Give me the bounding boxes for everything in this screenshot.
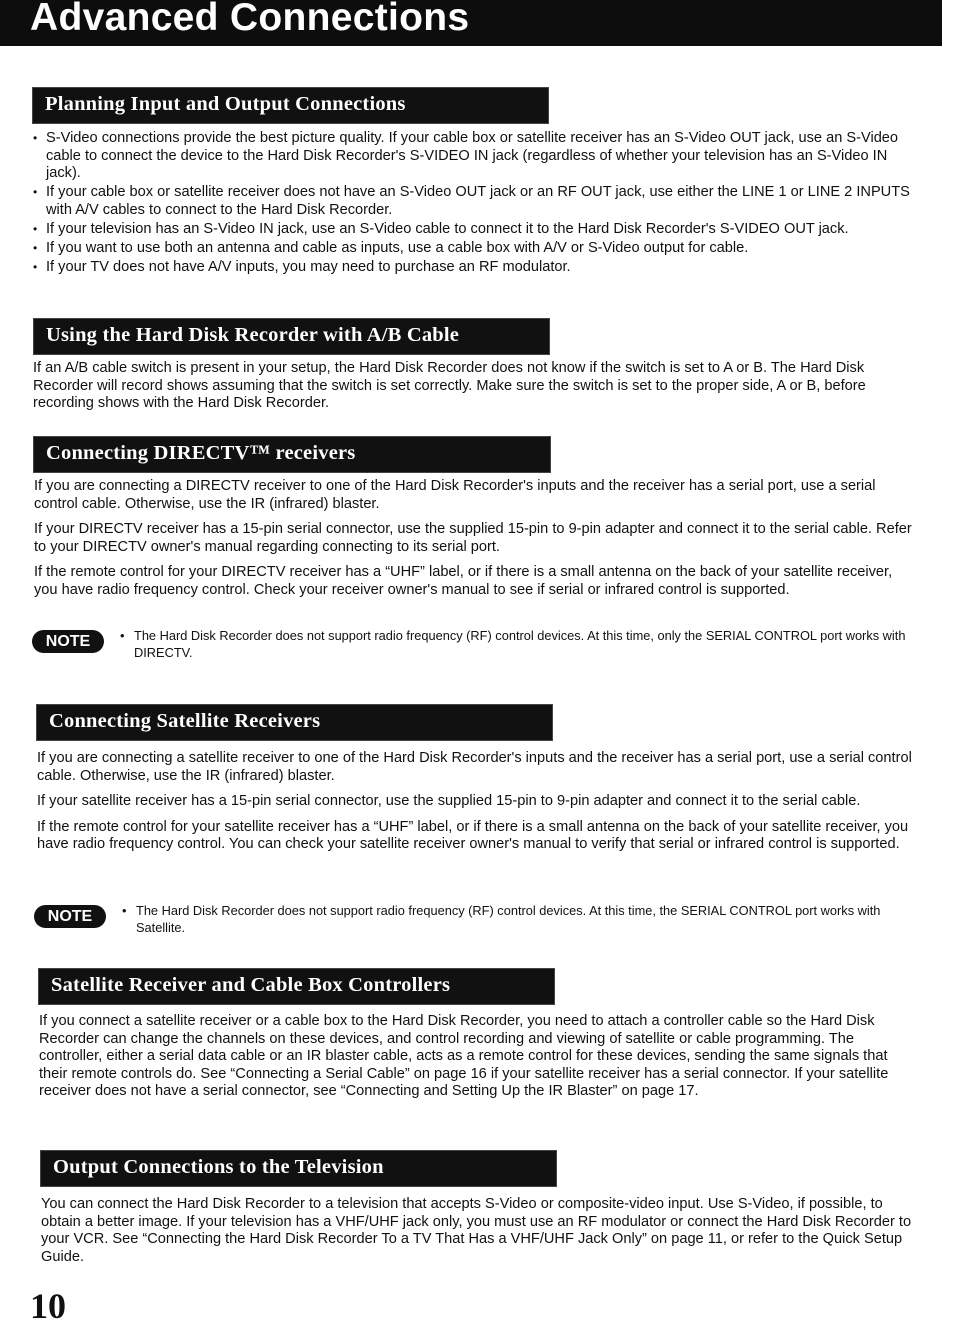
paragraph: If you are connecting a satellite receiver to one of the Hard Disk Recorder's inputs and the receiver has a serial port, use a serial control cable. Otherwise, use the IR (infrared) blaster. bbox=[37, 750, 912, 784]
section-heading-text: Output Connections to the Television bbox=[53, 1156, 384, 1178]
list-item: • S-Video connections provide the best picture quality. If your cable box or satellite receiver has an S-Video OUT jack, use an S-Video cable to connect the device to the Hard Disk Recorder's S-VIDEO IN jack (regardless of whether your television has an S-Video IN jack). bbox=[33, 130, 911, 183]
section-heading-controllers bbox=[38, 968, 555, 1005]
section-heading-text: Planning Input and Output Connections bbox=[45, 93, 406, 115]
section-heading-text: Connecting DIRECTV™ receivers bbox=[46, 442, 356, 464]
note-badge: NOTE bbox=[34, 905, 106, 928]
paragraph: If your DIRECTV receiver has a 15-pin serial connector, use the supplied 15-pin to 9-pin adapter and connect it to the serial cable. Refer to your DIRECTV owner's manual regarding connecting to its serial port. bbox=[34, 521, 912, 555]
list-item: • If your television has an S-Video IN jack, use an S-Video cable to connect it to the Hard Disk Recorder's S-VIDEO OUT jack. bbox=[33, 221, 911, 239]
section-heading-text: Connecting Satellite Receivers bbox=[49, 710, 321, 732]
planning-bullets bbox=[33, 130, 911, 278]
satellite-note bbox=[34, 902, 914, 942]
page-number: 10 bbox=[30, 1286, 66, 1326]
section-heading-output bbox=[40, 1150, 557, 1187]
controllers-body bbox=[39, 1013, 917, 1109]
satellite-body bbox=[37, 750, 915, 862]
paragraph: If you connect a satellite receiver or a cable box to the Hard Disk Recorder, you need to attach a controller cable so the Hard Disk Recorder can change the channels on these devices, and control recording and viewing of satellite or cable programming. The controller, either a serial data cable or an IR blaster cable, acts as a remote control for these devices, sending the same signals that their remote controls do. See “Connecting a Serial Cable” on page 16 if your satellite receiver has a serial connector. If your satellite receiver does not have a serial connector, see “Connecting and Setting Up the IR Blaster” on page 17. bbox=[39, 1013, 889, 1100]
ab-cable-body bbox=[33, 360, 903, 421]
paragraph: You can connect the Hard Disk Recorder to a television that accepts S-Video or composite-video input. Use S-Video, if possible, to obtain a better image. If your television has a VHF/UHF jack only, you must use an RF modulator or connect the Hard Disk Recorder to your VCR. See “Connecting the Hard Disk Recorder To a TV That Has a VHF/UHF Jack Only” on page 11, or refer to the Quick Setup Guide. bbox=[41, 1196, 912, 1265]
paragraph: If the remote control for your DIRECTV receiver has a “UHF” label, or if there is a small antenna on the back of your satellite receiver, you have radio frequency control. Check your receiver owner's manual to see if serial or infrared control is supported. bbox=[34, 564, 893, 598]
page-title: Advanced Connections bbox=[30, 0, 470, 39]
list-item: • If your TV does not have A/V inputs, you may need to purchase an RF modulator. bbox=[33, 259, 911, 277]
list-item: • If you want to use both an antenna and cable as inputs, use a cable box with A/V or S-Video output for cable. bbox=[33, 240, 911, 258]
note-text: • The Hard Disk Recorder does not support radio frequency (RF) control devices. At this time, only the SERIAL CONTROL port works with DIRECTV. bbox=[120, 627, 914, 661]
title-bar bbox=[0, 0, 942, 46]
section-heading-planning bbox=[32, 87, 549, 124]
section-heading-directv bbox=[33, 436, 551, 473]
note-text: • The Hard Disk Recorder does not support radio frequency (RF) control devices. At this time, the SERIAL CONTROL port works with Satellite. bbox=[122, 902, 916, 936]
section-heading-ab-cable bbox=[33, 318, 550, 355]
directv-body bbox=[34, 478, 912, 608]
section-heading-satellite bbox=[36, 704, 553, 741]
list-item: • If your cable box or satellite receiver does not have an S-Video OUT jack or an RF OUT jack, use either the LINE 1 or LINE 2 INPUTS with A/V cables to connect to the Hard Disk Recorder. bbox=[33, 184, 911, 219]
paragraph: If your satellite receiver has a 15-pin serial connector, use the supplied 15-pin to 9-pin adapter and connect it to the serial cable. bbox=[37, 793, 861, 810]
directv-note bbox=[32, 627, 912, 667]
section-heading-text: Using the Hard Disk Recorder with A/B Cable bbox=[46, 324, 460, 346]
paragraph: If you are connecting a DIRECTV receiver to one of the Hard Disk Recorder's inputs and the receiver has a serial port, use a serial control cable. Otherwise, use the IR (infrared) blaster. bbox=[34, 478, 876, 512]
section-heading-text: Satellite Receiver and Cable Box Controllers bbox=[51, 974, 451, 996]
output-body bbox=[41, 1196, 913, 1274]
paragraph: If the remote control for your satellite receiver has a “UHF” label, or if there is a small antenna on the back of your satellite receiver, you have radio frequency control. You can check your satellite receiver owner's manual to verify that serial or infrared control is supported. bbox=[37, 818, 909, 853]
paragraph: If an A/B cable switch is present in your setup, the Hard Disk Recorder does not know if the switch is set to A or B. The Hard Disk Recorder will record shows assuming that the switch is set correctly. Make sure the switch is set to the proper side, A or B, before recording shows with the Hard Disk Recorder. bbox=[33, 360, 866, 412]
note-badge: NOTE bbox=[32, 630, 104, 653]
